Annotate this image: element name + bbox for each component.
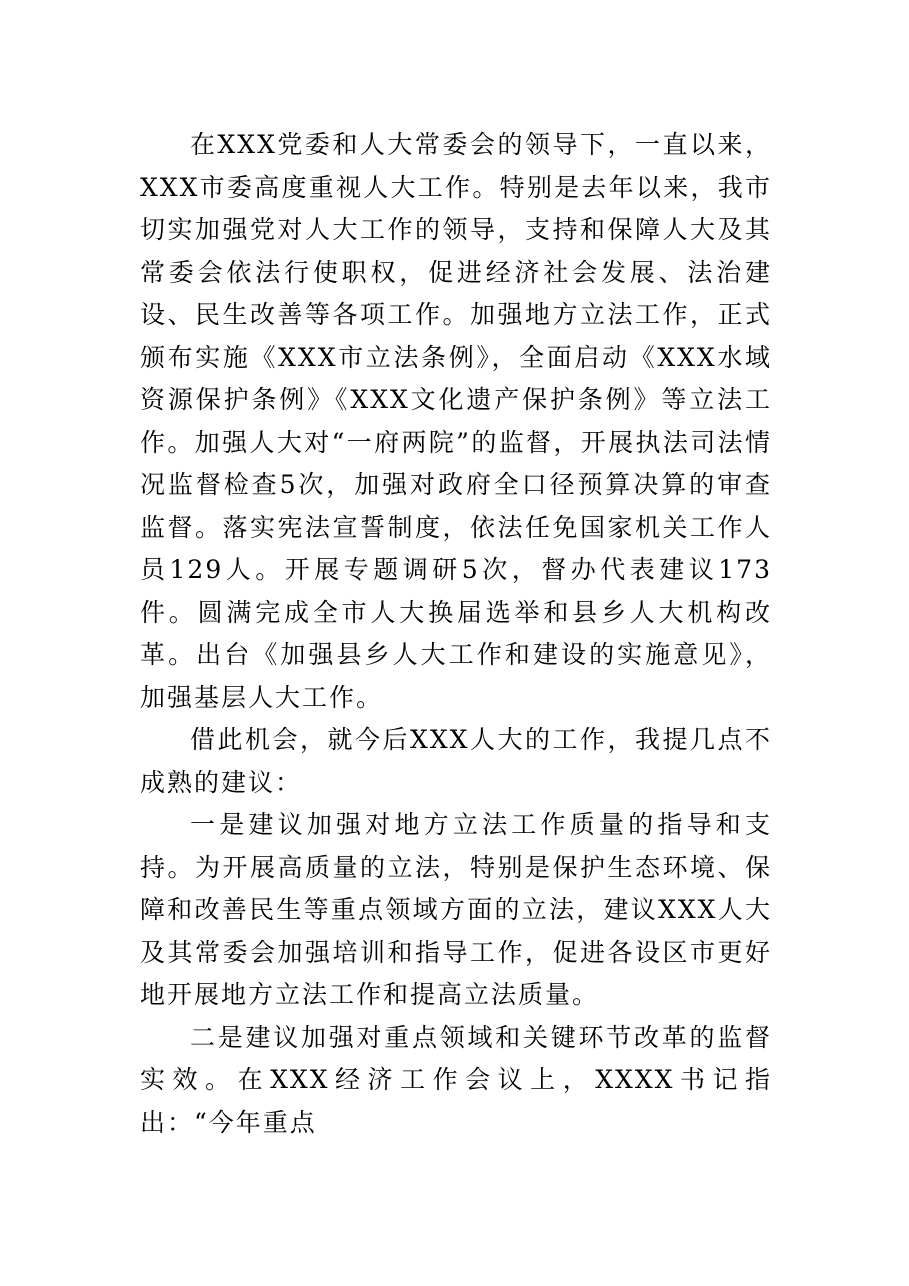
document-body: [140, 124, 772, 1144]
paragraph-1: 在XXX党委和人大常委会的领导下，一直以来，XXX市委高度重视人大工作。特别是去年以来，我市切实加强党对人大工作的领导，支持和保障人大及其常委会依法行使职权，促进经济社会发展、法治建设、民生改善等各项工作。加强地方立法工作，正式颁布实施《XXX市立法条例》，全面启动《XXX水域资源保护条例》《XXX文化遗产保护条例》等立法工作。加强人大对“一府两院”的监督，开展执法司法情况监督检查5次，加强对政府全口径预算决算的审查监督。落实宪法宣誓制度，依法任免国家机关工作人员129人。开展专题调研5次，督办代表建议173件。圆满完成全市人大换届选举和县乡人大机构改革。出台《加强县乡人大工作和建设的实施意见》，加强基层人大工作。: [140, 130, 772, 712]
paragraph-3: 一是建议加强对地方立法工作质量的指导和支持。为开展高质量的立法，特别是保护生态环境、保障和改善民生等重点领域方面的立法，建议XXX人大及其常委会加强培训和指导工作，促进各设区市更好地开展地方立法工作和提高立法质量。: [140, 810, 772, 1009]
paragraph-2: 借此机会，就今后XXX人大的工作，我提几点不成熟的建议：: [140, 725, 772, 797]
paragraph-4: 二是建议加强对重点领域和关键环节改革的监督实效。在XXX经济工作会议上，XXXX书记指出：“今年重点: [140, 1022, 772, 1137]
